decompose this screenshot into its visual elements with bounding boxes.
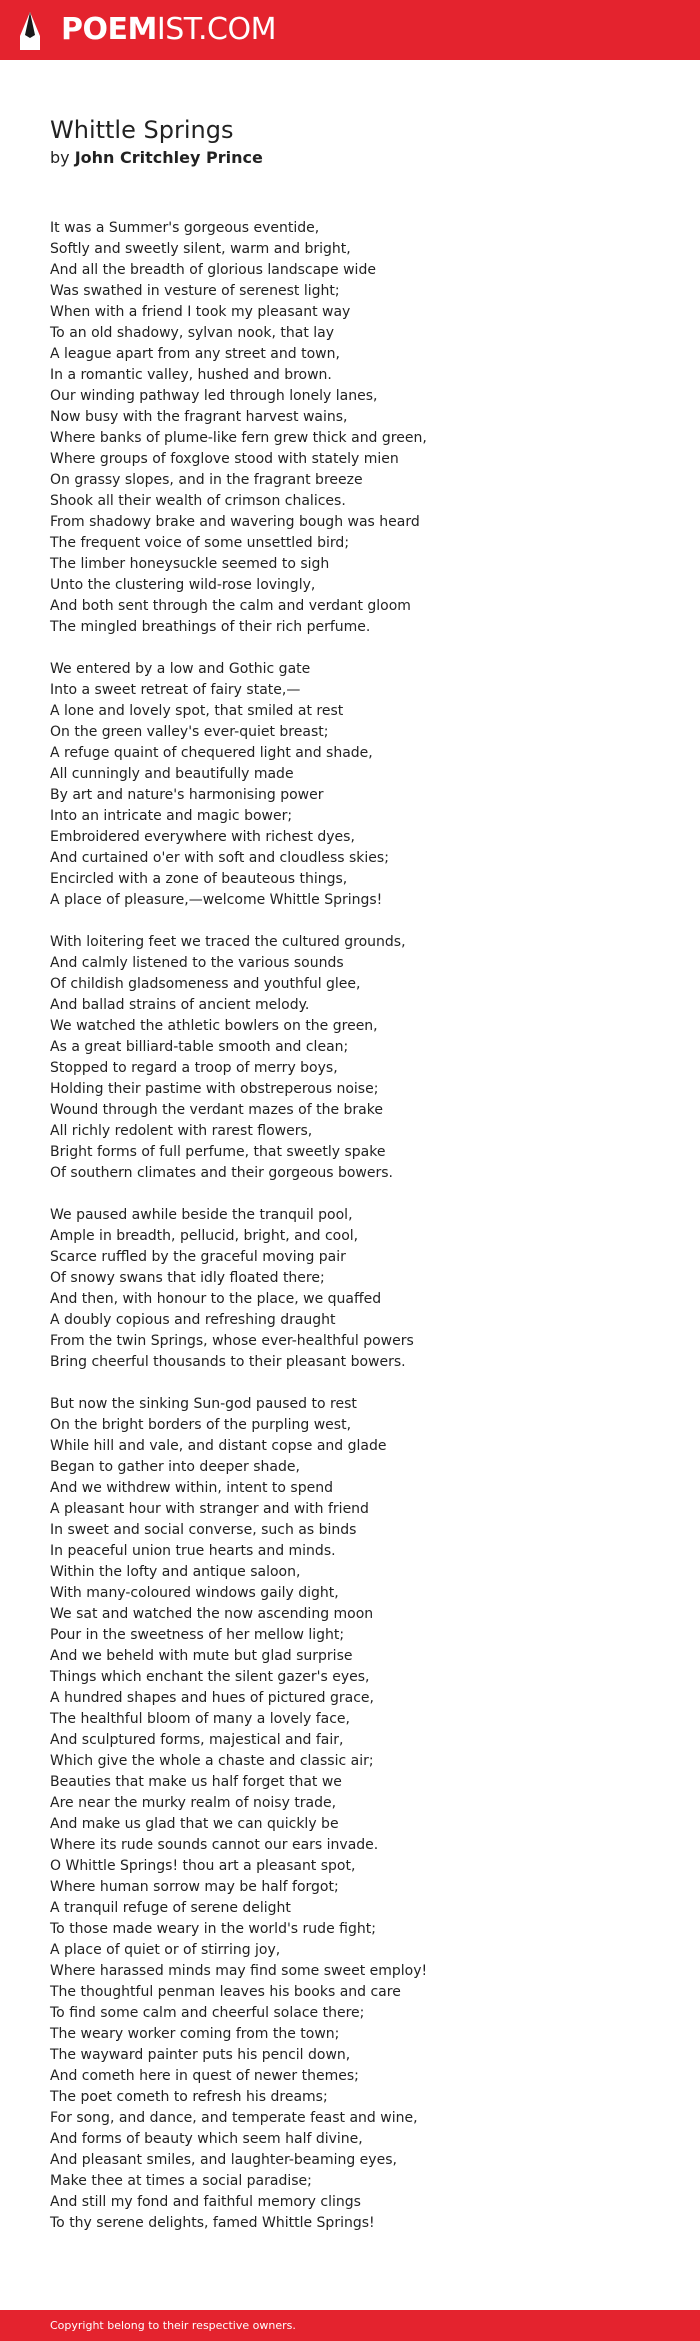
poem-line: A pleasant hour with stranger and with friend	[50, 1501, 369, 1517]
poem-line: The weary worker coming from the town;	[50, 2026, 340, 2042]
poem-line: Ample in breadth, pellucid, bright, and cool,	[50, 1228, 359, 1244]
poem-line: Within the lofty and antique saloon,	[50, 1564, 301, 1580]
poem-line: And all the breadth of glorious landscape wide	[50, 262, 376, 278]
logo-bold-text: POEM	[61, 12, 157, 47]
poem-line: Where banks of plume-like fern grew thick and green,	[50, 430, 427, 446]
poem-line: We watched the athletic bowlers on the green,	[50, 1018, 378, 1034]
poem-line: On grassy slopes, and in the fragrant breeze	[50, 472, 363, 488]
pen-nib-icon	[17, 11, 43, 51]
poem-line: Where its rude sounds cannot our ears invade.	[50, 1837, 379, 1853]
poem-line: But now the sinking Sun-god paused to rest	[50, 1396, 357, 1412]
poem-line: Are near the murky realm of noisy trade,	[50, 1795, 337, 1811]
site-footer	[0, 2310, 700, 2341]
poem-line: All cunningly and beautifully made	[50, 766, 294, 782]
poem-line: In peaceful union true hearts and minds.	[50, 1543, 336, 1559]
poem-line: Wound through the verdant mazes of the brake	[50, 1102, 383, 1118]
byline	[50, 146, 263, 170]
poem-line: A lone and lovely spot, that smiled at rest	[50, 703, 344, 719]
poem-line: The frequent voice of some unsettled bird;	[50, 535, 350, 551]
poem-line: The healthful bloom of many a lovely face,	[50, 1711, 350, 1727]
poem-line: From shadowy brake and wavering bough was heard	[50, 514, 420, 530]
poem-line: To an old shadowy, sylvan nook, that lay	[50, 325, 335, 341]
poem-line: And ballad strains of ancient melody.	[50, 997, 310, 1013]
poem-body	[50, 218, 650, 2255]
by-label: by	[50, 148, 70, 167]
poem-line: And make us glad that we can quickly be	[50, 1816, 339, 1832]
poem-line: Beauties that make us half forget that we	[50, 1774, 342, 1790]
poem-line: Bring cheerful thousands to their pleasant bowers.	[50, 1354, 406, 1370]
poem-line: The wayward painter puts his pencil down,	[50, 2047, 351, 2063]
poem-line: A hundred shapes and hues of pictured grace,	[50, 1690, 374, 1706]
poem-line: And we beheld with mute but glad surprise	[50, 1648, 353, 1664]
poem-line: A tranquil refuge of serene delight	[50, 1900, 291, 1916]
poem-line: Bright forms of full perfume, that sweetly spake	[50, 1144, 386, 1160]
poem-line: The limber honeysuckle seemed to sigh	[50, 556, 330, 572]
poem-line: In sweet and social converse, such as binds	[50, 1522, 357, 1538]
poem-line: Embroidered everywhere with richest dyes,	[50, 829, 355, 845]
poem-line: By art and nature's harmonising power	[50, 787, 324, 803]
poem-line: And curtained o'er with soft and cloudless skies;	[50, 850, 389, 866]
logo-wordmark	[61, 11, 276, 49]
poem-line: Now busy with the fragrant harvest wains,	[50, 409, 348, 425]
poem-line: Softly and sweetly silent, warm and bright,	[50, 241, 351, 257]
poem-line: For song, and dance, and temperate feast and wine,	[50, 2110, 418, 2126]
poem-line: Where harassed minds may find some sweet employ!	[50, 1963, 428, 1979]
poem-line: It was a Summer's gorgeous eventide,	[50, 220, 320, 236]
poem-line: From the twin Springs, whose ever-healthful powers	[50, 1333, 414, 1349]
poem-line: On the bright borders of the purpling west,	[50, 1417, 352, 1433]
poem-line: When with a friend I took my pleasant way	[50, 304, 351, 320]
stanza	[50, 1205, 650, 1373]
poem-line: With many-coloured windows gaily dight,	[50, 1585, 339, 1601]
logo-light-text: IST.COM	[156, 12, 276, 47]
poem-line: We entered by a low and Gothic gate	[50, 661, 311, 677]
stanza	[50, 218, 650, 638]
copyright-text: Copyright belong to their respective owners.	[50, 2319, 296, 2332]
author-link[interactable]: John Critchley Prince	[74, 148, 263, 167]
poem-line: Stopped to regard a troop of merry boys,	[50, 1060, 338, 1076]
poem-line: Into an intricate and magic bower;	[50, 808, 293, 824]
stanza	[50, 932, 650, 1184]
poem-line: And forms of beauty which seem half divine,	[50, 2131, 363, 2147]
poem-line: Our winding pathway led through lonely lanes,	[50, 388, 378, 404]
poem-line: Of southern climates and their gorgeous bowers.	[50, 1165, 393, 1181]
poem-line: And we withdrew within, intent to spend	[50, 1480, 333, 1496]
poem-line: As a great billiard-table smooth and clean;	[50, 1039, 349, 1055]
poem-line: To those made weary in the world's rude fight;	[50, 1921, 376, 1937]
stanza	[50, 1394, 650, 2234]
poem-line: And sculptured forms, majestical and fair,	[50, 1732, 344, 1748]
poem-line: A place of quiet or of stirring joy,	[50, 1942, 281, 1958]
poem-line: And then, with honour to the place, we quaffed	[50, 1291, 382, 1307]
poem-line: To find some calm and cheerful solace there;	[50, 2005, 365, 2021]
poem-line: Of snowy swans that idly floated there;	[50, 1270, 325, 1286]
poem-line: A doubly copious and refreshing draught	[50, 1312, 336, 1328]
poem-line: Scarce ruffled by the graceful moving pair	[50, 1249, 346, 1265]
poem-line: And cometh here in quest of newer themes;	[50, 2068, 359, 2084]
poem-line: On the green valley's ever-quiet breast;	[50, 724, 329, 740]
poem-line: Things which enchant the silent gazer's eyes,	[50, 1669, 370, 1685]
poem-line: Began to gather into deeper shade,	[50, 1459, 300, 1475]
poem-line: The thoughtful penman leaves his books and care	[50, 1984, 401, 2000]
poem-line: And pleasant smiles, and laughter-beaming eyes,	[50, 2152, 397, 2168]
poem-line: And calmly listened to the various sounds	[50, 955, 344, 971]
poem-line: Pour in the sweetness of her mellow light;	[50, 1627, 345, 1643]
poem-line: Make thee at times a social paradise;	[50, 2173, 312, 2189]
poem-line: A refuge quaint of chequered light and shade,	[50, 745, 373, 761]
poem-line: Of childish gladsomeness and youthful glee,	[50, 976, 361, 992]
poem-line: Which give the whole a chaste and classic air;	[50, 1753, 374, 1769]
poem-line: All richly redolent with rarest flowers,	[50, 1123, 313, 1139]
poem-line: With loitering feet we traced the cultured grounds,	[50, 934, 406, 950]
poem-line: While hill and vale, and distant copse and glade	[50, 1438, 387, 1454]
poem-line: The poet cometh to refresh his dreams;	[50, 2089, 328, 2105]
poem-line: We paused awhile beside the tranquil pool,	[50, 1207, 353, 1223]
poem-line: Unto the clustering wild-rose lovingly,	[50, 577, 316, 593]
poem-line: Shook all their wealth of crimson chalices.	[50, 493, 346, 509]
poem-title: Whittle Springs	[50, 116, 234, 144]
poem-line: O Whittle Springs! thou art a pleasant spot,	[50, 1858, 356, 1874]
poem-line: The mingled breathings of their rich perfume.	[50, 619, 371, 635]
poem-line: A league apart from any street and town,	[50, 346, 340, 362]
poem-line: To thy serene delights, famed Whittle Springs!	[50, 2215, 375, 2231]
poem-line: Where human sorrow may be half forgot;	[50, 1879, 339, 1895]
poem-line: In a romantic valley, hushed and brown.	[50, 367, 332, 383]
site-header	[0, 0, 700, 60]
poem-line: Where groups of foxglove stood with stately mien	[50, 451, 399, 467]
poem-line: Was swathed in vesture of serenest light;	[50, 283, 340, 299]
poem-line: A place of pleasure,—welcome Whittle Springs!	[50, 892, 383, 908]
poem-line: And still my fond and faithful memory clings	[50, 2194, 361, 2210]
poem-line: Encircled with a zone of beauteous things,	[50, 871, 348, 887]
poem-line: Into a sweet retreat of fairy state,—	[50, 682, 301, 698]
stanza	[50, 659, 650, 911]
poem-line: We sat and watched the now ascending moon	[50, 1606, 374, 1622]
poem-line: Holding their pastime with obstreperous noise;	[50, 1081, 379, 1097]
poem-line: And both sent through the calm and verdant gloom	[50, 598, 411, 614]
